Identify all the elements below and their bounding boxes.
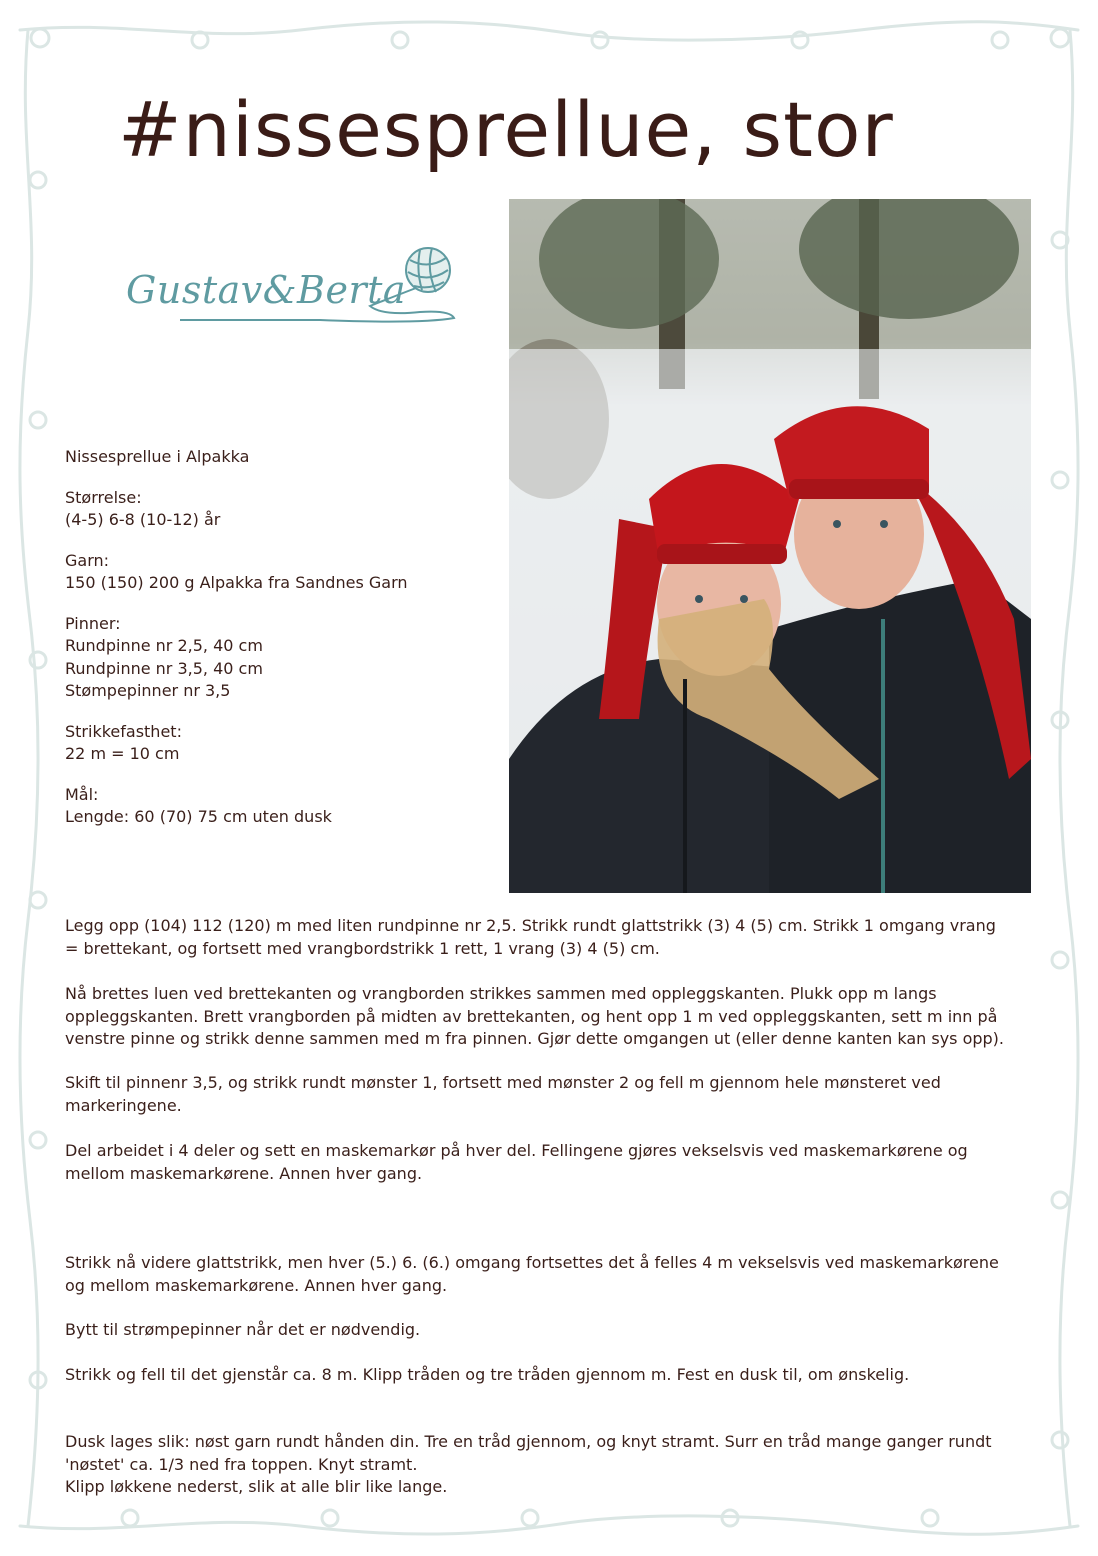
text-line: = brettekant, og fortsett med vrangbordstrikk 1 rett, 1 vrang (3) 4 (5) cm. xyxy=(65,938,660,958)
text-line: Legg opp (104) 112 (120) m med liten rundpinne nr 2,5. Strikk rundt glattstrikk (3) 4 (5) cm. Strikk 1 omgang vrang xyxy=(65,916,996,935)
paragraph-finish xyxy=(65,1364,1040,1387)
paragraph-pattern xyxy=(65,1072,1040,1117)
brand-logo xyxy=(120,240,460,330)
text-line: oppleggskanten. Brett vrangborden på midten av brettekanten, og hent opp 1 m ved oppleggskanten, sett m inn på xyxy=(65,1006,998,1026)
hero-photo xyxy=(509,199,1031,893)
measurements-value: Lengde: 60 (70) 75 cm uten dusk xyxy=(65,807,332,826)
text-line: Strikk og fell til det gjenstår ca. 8 m. Klipp tråden og tre tråden gjennom m. Fest en dusk til, om ønskelig. xyxy=(65,1365,910,1384)
yarn-label: Garn: xyxy=(65,550,110,570)
text-line: mellom maskemarkørene. Annen hver gang. xyxy=(65,1163,423,1183)
paragraph-cast-on xyxy=(65,915,1040,960)
needles-label: Pinner: xyxy=(65,613,121,633)
text-line: Bytt til strømpepinner når det er nødvendig. xyxy=(65,1320,421,1339)
text-line: Strikk nå videre glattstrikk, men hver (5.) 6. (6.) omgang fortsettes det å felles 4 m vekselsvis ved maskemarkørene xyxy=(65,1253,999,1272)
paragraph-fold xyxy=(65,983,1040,1051)
text-line: Nå brettes luen ved brettekanten og vrangborden strikkes sammen med oppleggskanten. Plukk opp m langs xyxy=(65,984,937,1003)
size-label: Størrelse: xyxy=(65,487,142,507)
paragraph-decrease xyxy=(65,1252,1040,1297)
paragraph-pompom xyxy=(65,1431,1040,1499)
needle-item: Rundpinne nr 3,5, 40 cm xyxy=(65,658,263,678)
intro-text: Nissesprellue i Alpakka xyxy=(65,447,250,466)
yarn-value: 150 (150) 200 g Alpakka fra Sandnes Garn xyxy=(65,573,408,592)
children-in-hats-image xyxy=(509,199,1031,893)
text-line: 'nøstet' ca. 1/3 ned fra toppen. Knyt stramt. xyxy=(65,1454,418,1474)
size-value: (4-5) 6-8 (10-12) år xyxy=(65,510,221,529)
text-line: Dusk lages slik: nøst garn rundt hånden din. Tre en tråd gjennom, og knyt stramt. Surr en tråd mange ganger rundt xyxy=(65,1432,992,1451)
paragraph-needles xyxy=(65,1319,1040,1342)
needle-item: Stømpepinner nr 3,5 xyxy=(65,681,231,700)
text-line: Skift til pinnenr 3,5, og strikk rundt mønster 1, fortsett med mønster 2 og fell m gjennom hele mønsteret ved xyxy=(65,1073,941,1092)
text-line: venstre pinne og strikk denne sammen med m fra pinnen. Gjør dette omgangen ut (eller denne kanten kan sys opp). xyxy=(65,1029,1005,1048)
text-line: Del arbeidet i 4 deler og sett en maskemarkør på hver del. Fellingene gjøres vekselsvis ved maskemarkørene og xyxy=(65,1141,968,1160)
text-line: Klipp løkkene nederst, slik at alle blir like lange. xyxy=(65,1477,448,1496)
gauge-label: Strikkefasthet: xyxy=(65,721,182,741)
brand-name: Gustav&Berta xyxy=(126,268,407,312)
gauge-value: 22 m = 10 cm xyxy=(65,744,180,763)
measurements-label: Mål: xyxy=(65,784,99,804)
page-title: #nissesprellue, stor xyxy=(118,85,894,174)
text-line: markeringene. xyxy=(65,1095,182,1115)
paragraph-markers xyxy=(65,1140,1040,1185)
text-line: og mellom maskemarkørene. Annen hver gang. xyxy=(65,1275,448,1295)
needle-item: Rundpinne nr 2,5, 40 cm xyxy=(65,636,263,655)
pattern-specs xyxy=(65,446,485,847)
